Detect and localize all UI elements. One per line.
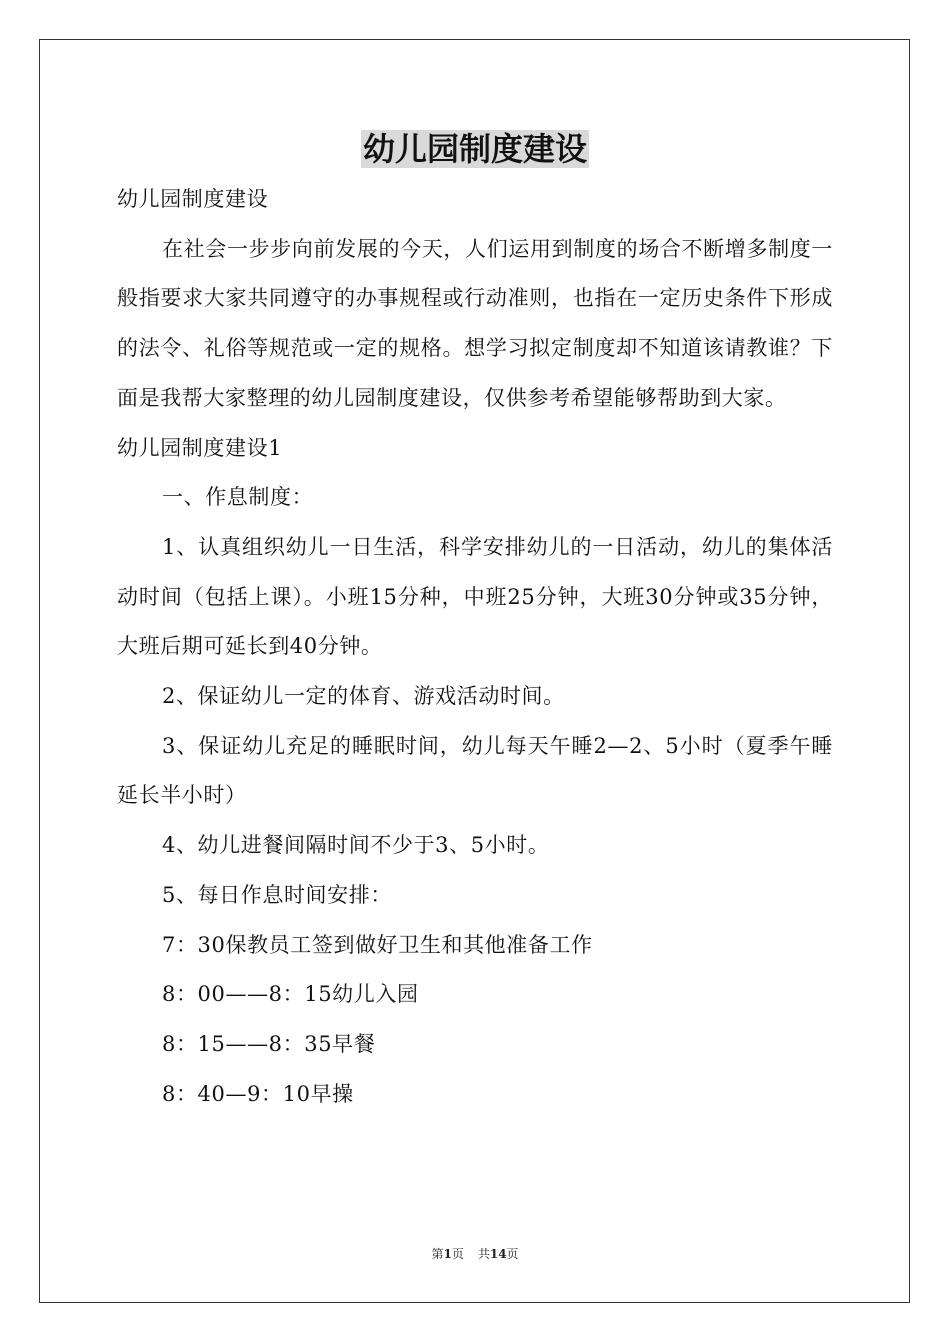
intro-paragraph: 在社会一步步向前发展的今天，人们运用到制度的场合不断增多制度一般指要求大家共同遵守的办事规程或行动准则，也指在一定历史条件下形成的法令、礼俗等规范或一定的规格。想学习拟定制度却不知道该请教谁？下面是我帮大家整理的幼儿园制度建设，仅供参考希望能够帮助到大家。 (117, 236, 833, 410)
document-title (0, 128, 950, 170)
total-suffix: 页 (506, 1247, 519, 1261)
list-item: 3、保证幼儿充足的睡眠时间，幼儿每天午睡2—2、5小时（夏季午睡延长半小时） (117, 733, 833, 808)
schedule-item: 7：30保教员工签到做好卫生和其他准备工作 (162, 932, 593, 957)
schedule-item: 8：40—9：10早操 (162, 1081, 354, 1106)
list-item: 4、幼儿进餐间隔时间不少于3、5小时。 (162, 833, 550, 858)
page-footer (0, 1246, 950, 1262)
subtitle: 幼儿园制度建设 (117, 187, 269, 211)
document-title-text: 幼儿园制度建设 (362, 130, 587, 168)
list-item: 5、每日作息时间安排： (162, 882, 392, 907)
total-pages: 14 (489, 1247, 507, 1261)
list-item: 1、认真组织幼儿一日生活，科学安排幼儿的一日活动，幼儿的集体活动时间（包括上课）。小班15分种，中班25分钟，大班30分钟或35分钟，大班后期可延长到40分钟。 (117, 534, 833, 659)
section-heading: 幼儿园制度建设1 (117, 435, 283, 460)
page-suffix: 页 (451, 1247, 464, 1261)
total-prefix: 共 (477, 1247, 490, 1261)
schedule-item: 8：00——8：15幼儿入园 (162, 982, 419, 1007)
page-current: 1 (443, 1247, 452, 1261)
section-title: 一、作息制度： (162, 485, 314, 510)
schedule-item: 8：15——8：35早餐 (162, 1031, 376, 1056)
list-item: 2、保证幼儿一定的体育、游戏活动时间。 (162, 684, 565, 709)
document-body (117, 175, 833, 1119)
page-prefix: 第 (431, 1247, 444, 1261)
